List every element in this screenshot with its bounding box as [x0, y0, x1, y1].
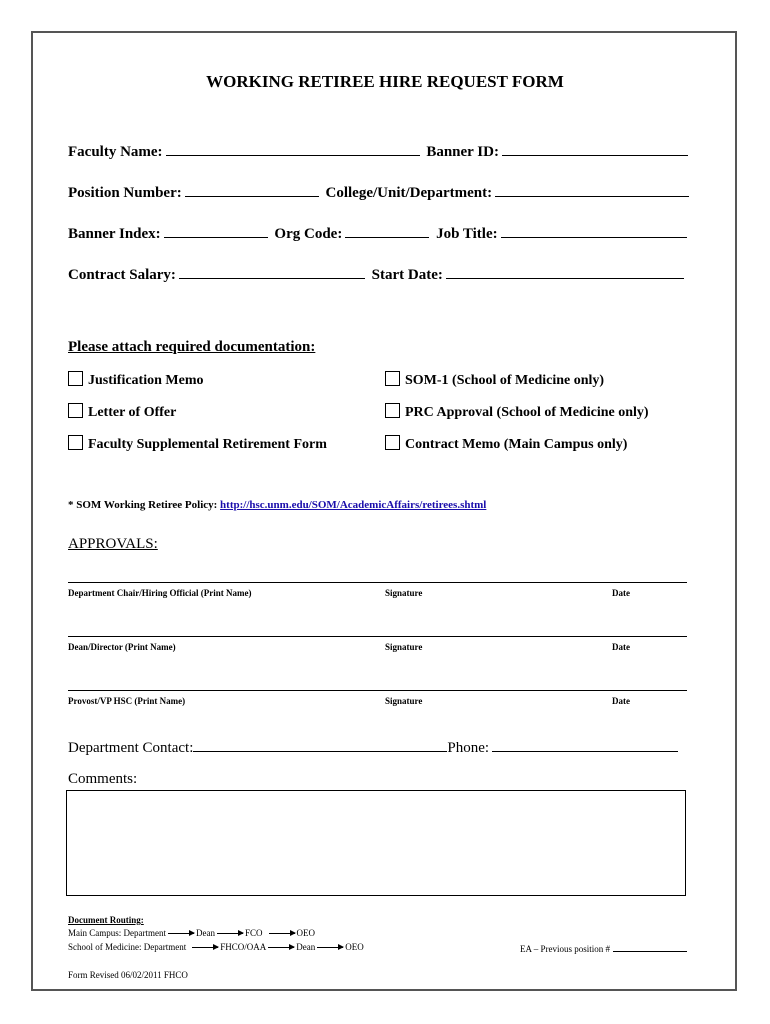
- banner-index-row: [68, 223, 690, 243]
- org-code-label: Org Code:: [274, 226, 343, 242]
- contract-salary-row: [68, 264, 687, 284]
- approval-date-caption: Date: [612, 588, 630, 598]
- routing-step: FCO: [244, 928, 263, 938]
- start-date-field[interactable]: [446, 264, 684, 279]
- routing-step: Dean: [296, 942, 316, 952]
- checkbox-label: Contract Memo (Main Campus only): [405, 437, 628, 452]
- college-unit-label: College/Unit/Department:: [325, 185, 493, 201]
- routing-step: OEO: [296, 928, 315, 938]
- phone-field[interactable]: [492, 737, 678, 752]
- checkbox-label: Letter of Offer: [88, 405, 177, 420]
- checkbox-label: PRC Approval (School of Medicine only): [405, 405, 649, 420]
- start-date-label: Start Date:: [371, 267, 443, 283]
- approvals-heading: APPROVALS:: [68, 536, 158, 552]
- checkbox-label: Justification Memo: [88, 373, 204, 388]
- routing-heading: Document Routing:: [68, 915, 144, 925]
- approval-name-caption: Dean/Director (Print Name): [68, 642, 176, 652]
- signature-line-1[interactable]: [68, 582, 687, 583]
- job-title-label: Job Title:: [436, 226, 498, 242]
- comments-label: Comments:: [68, 771, 138, 787]
- job-title-field[interactable]: [501, 223, 687, 238]
- approval-date-caption: Date: [612, 642, 630, 652]
- routing-main-campus: [68, 928, 315, 938]
- documentation-heading: Please attach required documentation:: [68, 339, 316, 355]
- policy-label: * SOM Working Retiree Policy:: [68, 499, 218, 511]
- signature-line-2[interactable]: [68, 636, 687, 637]
- comments-textarea[interactable]: [66, 790, 686, 896]
- routing-main-campus-label: Main Campus: Department: [68, 928, 166, 938]
- arrow-right-icon: [168, 933, 194, 934]
- arrow-right-icon: [317, 947, 343, 948]
- banner-index-field[interactable]: [164, 223, 268, 238]
- form-title: WORKING RETIREE HIRE REQUEST FORM: [206, 72, 564, 91]
- contract-salary-label: Contract Salary:: [68, 267, 176, 283]
- banner-index-label: Banner Index:: [68, 226, 161, 242]
- phone-label: Phone:: [447, 740, 490, 756]
- approval-date-caption: Date: [612, 696, 630, 706]
- approval-signature-caption: Signature: [385, 642, 423, 652]
- arrow-right-icon: [269, 933, 295, 934]
- routing-step: OEO: [345, 942, 364, 952]
- checkbox-letter-of-offer[interactable]: [68, 403, 176, 421]
- checkbox-contract-memo[interactable]: [385, 435, 627, 453]
- banner-id-field[interactable]: [502, 141, 688, 156]
- checkbox-label: Faculty Supplemental Retirement Form: [88, 437, 327, 452]
- position-number-row: [68, 182, 692, 202]
- routing-som-label: School of Medicine: Department: [68, 942, 187, 952]
- arrow-right-icon: [268, 947, 294, 948]
- checkbox-icon[interactable]: [68, 435, 83, 450]
- college-unit-field[interactable]: [495, 182, 689, 197]
- checkbox-icon[interactable]: [385, 371, 400, 386]
- arrow-right-icon: [192, 947, 218, 948]
- checkbox-label: SOM-1 (School of Medicine only): [405, 373, 605, 388]
- routing-step: Dean: [195, 928, 215, 938]
- approval-signature-caption: Signature: [385, 588, 423, 598]
- faculty-name-row: [68, 141, 691, 161]
- ea-previous-position: [520, 942, 690, 954]
- ea-field[interactable]: [613, 942, 687, 952]
- ea-label: EA – Previous position #: [520, 944, 611, 954]
- checkbox-prc-approval[interactable]: [385, 403, 649, 421]
- department-contact-row: [68, 737, 681, 757]
- checkbox-icon[interactable]: [385, 435, 400, 450]
- banner-id-label: Banner ID:: [426, 144, 499, 160]
- signature-line-3[interactable]: [68, 690, 687, 691]
- policy-line: [68, 499, 486, 511]
- approval-name-caption: Department Chair/Hiring Official (Print Name): [68, 588, 252, 598]
- checkbox-som-1[interactable]: [385, 371, 604, 389]
- department-contact-label: Department Contact:: [68, 740, 194, 756]
- position-number-field[interactable]: [185, 182, 319, 197]
- approval-name-caption: Provost/VP HSC (Print Name): [68, 696, 186, 706]
- checkbox-icon[interactable]: [385, 403, 400, 418]
- checkbox-icon[interactable]: [68, 403, 83, 418]
- position-number-label: Position Number:: [68, 185, 182, 201]
- routing-som: [68, 942, 364, 952]
- approval-signature-caption: Signature: [385, 696, 423, 706]
- checkbox-icon[interactable]: [68, 371, 83, 386]
- org-code-field[interactable]: [345, 223, 429, 238]
- faculty-name-field[interactable]: [166, 141, 420, 156]
- checkbox-faculty-supplemental[interactable]: [68, 435, 327, 453]
- routing-step: FHCO/OAA: [220, 942, 267, 952]
- policy-link[interactable]: http://hsc.unm.edu/SOM/AcademicAffairs/retirees.shtml: [220, 499, 487, 511]
- form-revision-footer: Form Revised 06/02/2011 FHCO: [68, 970, 188, 980]
- arrow-right-icon: [217, 933, 243, 934]
- contract-salary-field[interactable]: [179, 264, 365, 279]
- faculty-name-label: Faculty Name:: [68, 144, 163, 160]
- checkbox-justification-memo[interactable]: [68, 371, 203, 389]
- department-contact-field[interactable]: [193, 737, 447, 752]
